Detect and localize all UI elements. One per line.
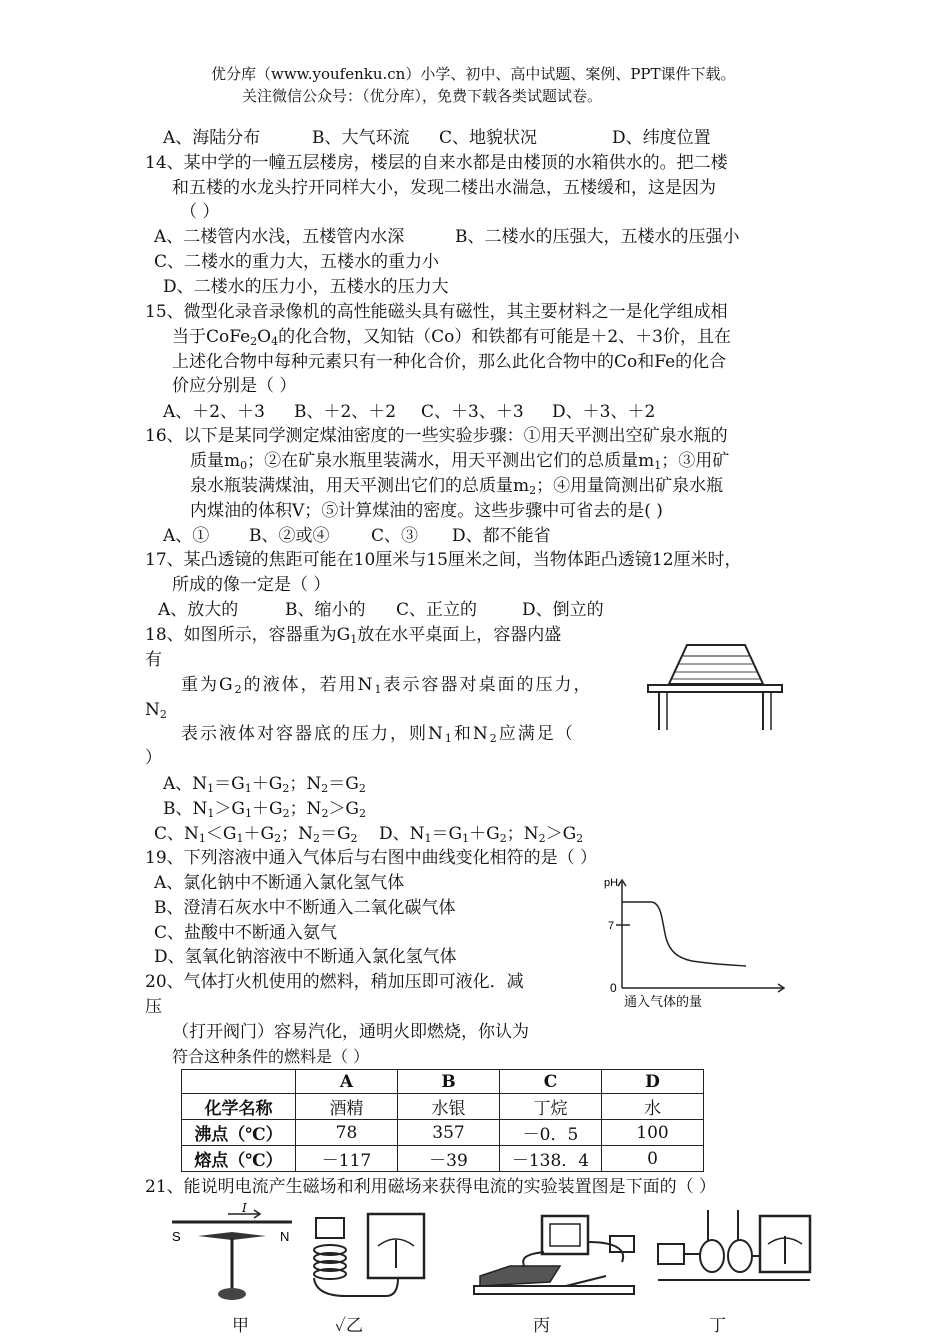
fig-label-jia: 甲 [232,1316,249,1336]
q16-option-d: D、都不能省 [452,526,551,546]
table-row-label: 熔点（℃） [182,1146,296,1172]
q16-option-a: A、① [163,526,210,546]
table-cell: 酒精 [296,1094,398,1120]
table-col-header: A [296,1070,398,1094]
q14-stem-line-1: 14、某中学的一幢五层楼房，楼层的自来水都是由楼顶的水箱供水的。把二楼 [145,153,728,173]
fig-bing-apparatus [470,1212,640,1304]
q16-stem-line-4: 内煤油的体积V；⑤计算煤油的密度。这些步骤中可省去的是( ) [190,501,663,521]
q13-option-d: D、纬度位置 [612,128,711,148]
fig-jia-oersted [168,1201,298,1306]
q17-option-c: C、正立的 [396,600,478,620]
meter-box [542,1216,588,1254]
fig-yi-induction [306,1210,436,1306]
q20-stem-line-2: （打开阀门）容易汽化，通明火即燃烧，你认为 [172,1022,529,1042]
q16-stem-line-3: 泉水瓶装满煤油，用天平测出它们的总质量$m_2$；④用量筒测出矿泉水瓶 [190,476,724,497]
q17-option-d: D、倒立的 [522,600,604,620]
current-label: I [242,1201,247,1215]
q14-option-a: A、二楼管内水浅，五楼管内水深 [154,227,405,247]
q14-option-b: B、二楼水的压强大，五楼水的压强小 [455,227,740,247]
q18-stem-line-1: 18、如图所示，容器重为$G_1$放在水平桌面上，容器内盛 [145,625,562,646]
q15-stem-line-4: 价应分别是（ ） [172,376,297,396]
fig-label-yi: ✓乙 [335,1316,363,1336]
q13-option-a: A、海陆分布 [163,128,261,148]
q19-option-c: C、盐酸中不断通入氨气 [154,923,338,943]
q18-option-b: B、$N_1>G_1+G_2$；$N_2>G_2$ [163,799,367,820]
table-cell: －0．5 [500,1120,602,1146]
q18-stem-line-3-wrap: ） [145,748,162,768]
q14-option-d: D、二楼水的压力小，五楼水的压力大 [163,277,449,297]
table-row [182,1146,704,1172]
q16-stem-line-1: 16、以下是某同学测定煤油密度的一些实验步骤：①用天平测出空矿泉水瓶的 [145,426,728,446]
table-cell: 78 [296,1120,398,1146]
fig-label-ding: 丁 [709,1316,726,1336]
q15-option-b: B、＋2、＋2 [294,402,397,422]
table-cell: 357 [398,1120,500,1146]
tick-7-label: 7 [608,920,615,932]
q20-stem-line-1-wrap: 压 [145,997,162,1017]
table-cell: 水银 [398,1094,500,1120]
fig-ding-apparatus [652,1206,817,1306]
q19-option-b: B、澄清石灰水中不断通入二氧化碳气体 [154,898,456,918]
header-line-2: 关注微信公众号：（优分库），免费下载各类试题试卷。 [242,87,603,105]
battery [658,1244,684,1264]
coil [314,1245,346,1279]
bulb-right [728,1240,752,1272]
q16-option-c: C、③ [371,526,419,546]
table-row-label: 沸点（℃） [182,1120,296,1146]
q21-stem: 21、能说明电流产生磁场和利用磁场来获得电流的实验装置图是下面的（ ） [145,1177,717,1197]
table-col-header: C [500,1070,602,1094]
ph-curve [622,902,746,966]
q15-option-a: A、＋2、＋3 [163,402,265,422]
q13-option-b: B、大气环流 [312,128,410,148]
table-cell: －39 [398,1146,500,1172]
q14-option-c: C、二楼水的重力大，五楼水的重力小 [154,252,440,272]
q18-stem-line-2: 重为$G_2$的液体，若用$N_1$表示容器对桌面的压力， [181,675,593,696]
table-corner-cell [182,1070,296,1094]
table-col-header: D [602,1070,704,1094]
switch [610,1236,634,1252]
q17-option-a: A、放大的 [158,600,239,620]
q13-option-c: C、地貌状况 [439,128,538,148]
q15-stem-line-3: 上述化合物中每种元素只有一种化合价，那么此化合物中的Co和Fe的化合 [172,352,727,372]
table-row [182,1120,704,1146]
fuel-properties-table [181,1069,704,1172]
stand-base [218,1288,246,1300]
table-row [182,1094,704,1120]
ph-axis-label: pH [604,877,619,889]
q15-stem-line-2: 当于$CoFe_2O_4$的化合物，又知钴（Co）和铁都有可能是＋2、＋3价，且在 [172,327,731,348]
origin-label: 0 [610,981,617,995]
table-cell: 0 [602,1146,704,1172]
q19-option-d: D、氢氧化钠溶液中不断通入氯化氢气体 [154,947,457,967]
q15-stem-line-1: 15、微型化录音录像机的高性能磁头具有磁性，其主要材料之一是化学组成相 [145,302,728,322]
table-header-row [182,1070,704,1094]
header-line-1: 优分库（www.youfenku.cn）小学、初中、高中试题、案例、PPT课件下载。 [211,65,736,83]
q17-stem-line-2: 所成的像一定是（ ） [172,575,331,595]
ph-curve-graph [600,872,790,1012]
table-row-label: 化学名称 [182,1094,296,1120]
q18-option-a: A、$N_1=G_1+G_2$；$N_2=G_2$ [163,774,366,795]
q15-option-d: D、＋3、＋2 [552,402,656,422]
q14-stem-line-2: 和五楼的水龙头拧开同样大小，发现二楼出水湍急，五楼缓和，这是因为 [172,178,716,198]
q17-option-b: B、缩小的 [285,600,366,620]
q18-option-c: C、$N_1<G_1+G_2$；$N_2=G_2$ [154,824,358,845]
magnet [316,1218,344,1238]
q17-stem-line-1: 17、某凸透镜的焦距可能在10厘米与15厘米之间，当物体距凸透镜12厘米时， [145,550,742,570]
q19-stem: 19、下列溶液中通入气体后与右图中曲线变化相符的是（ ） [145,848,598,868]
table-top [648,685,782,692]
bulb-left [700,1240,724,1272]
liquid-hatching [672,664,760,679]
x-axis-label: 通入气体的量 [624,994,703,1009]
q19-option-a: A、氯化钠中不断通入氯化氢气体 [154,873,405,893]
q18-stem-line-1-wrap: 有 [145,650,162,670]
magnet-base [480,1266,560,1286]
connecting-wire [314,1278,398,1296]
fig-label-bing: 丙 [533,1316,550,1336]
q14-answer-paren: （ ） [180,202,220,222]
table-cell: －138．4 [500,1146,602,1172]
q20-stem-line-3: 符合这种条件的燃料是（ ） [172,1047,370,1066]
q16-stem-line-2: 质量$m_0$；②在矿泉水瓶里装满水，用天平测出它们的总质量$m_1$；③用矿 [190,451,730,472]
table-cell: 丁烷 [500,1094,602,1120]
board [474,1286,634,1294]
q18-option-d: D、$N_1=G_1+G_2$；$N_2>G_2$ [379,824,584,845]
container-on-table-figure [645,642,785,734]
table-cell: －117 [296,1146,398,1172]
q18-stem-line-3: 表示液体对容器底的压力，则$N_1$和$N_2$应满足（ [181,724,575,745]
pole-n-label: N [280,1229,290,1244]
table-cell: 水 [602,1094,704,1120]
table-col-header: B [398,1070,500,1094]
pole-s-label: S [172,1229,181,1244]
q15-option-c: C、＋3、＋3 [421,402,524,422]
table-cell: 100 [602,1120,704,1146]
q20-stem-line-1: 20、气体打火机使用的燃料，稍加压即可液化．减 [145,972,524,992]
q16-option-b: B、②或④ [249,526,330,546]
q18-stem-line-2-wrap: $N_2$ [145,700,167,721]
